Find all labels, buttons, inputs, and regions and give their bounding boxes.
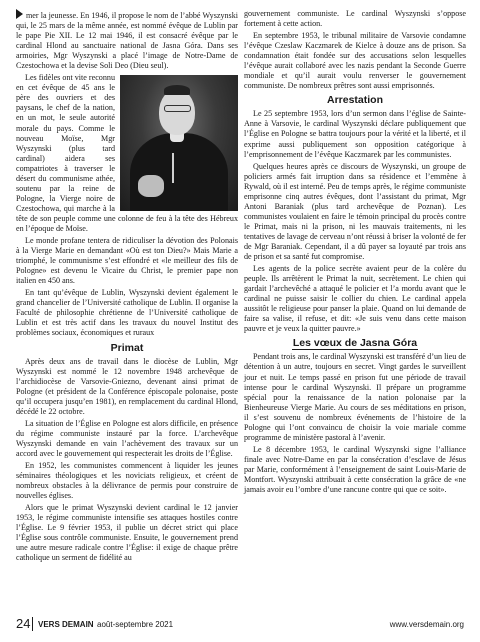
paragraph: En septembre 1953, le tribunal militaire de Varsovie condamne l’évêque Czeslaw Kaczmarek de Kielce à douze ans de prison. Sa condamnation était fondée sur des accusations selon lesquelles l’évêque aurait collaboré avec les nazis pendant la Seconde Guerre mondiale et qu’il aurait voulu renverser le gouvernement communiste. De nombreux prêtres sont aussi emprisonnés. bbox=[244, 31, 466, 91]
photo-zucchetto bbox=[164, 85, 190, 95]
paragraph: gouvernement communiste. Le cardinal Wyszynski s’oppose fortement à cette action. bbox=[244, 9, 466, 29]
paragraph: La situation de l’Église en Pologne est alors difficile, en présence du régime communiste instauré par la force. L’archevêque Wyszynski demande en vain l’achèvement des travaux sur un accord avec le gouvernement qui respecterait les droits de l’Église. bbox=[16, 418, 238, 458]
paragraph: Les fidèles ont vite reconnu en cet évêque de 45 ans le père des ouvriers et des paysans, le chef de la nation, en un mot, le seule autorité morale du pays. Comme le nouveau Moïse, Mgr Wyszynski (plus tard cardinal) aidera ses compatriotes à traverser le désert du communisme athée, soutenu par la reine de Pologne, la Vierge noire de Czestochowa, qui marche à la tête de son peuple comme une colonne de feu à la tête des Hébreux en l’époque de Moïse. bbox=[16, 73, 238, 233]
right-column bbox=[244, 9, 466, 497]
paragraph: Le 25 septembre 1953, lors d’un sermon dans l’église de Sainte-Anne à Varsovie, le cardinal Wyszynski déclare publiquement que l’Église en Pologne se battra toujours pour la vérité et la liberté, et il exprime aussi publiquement son opposition catégorique à l’emprisonnement de l’évêque Kaczmarek par les communistes. bbox=[244, 109, 466, 159]
publication-name: VERS DEMAIN bbox=[38, 620, 94, 629]
paragraph: Le monde profane tentera de ridiculiser la dévotion des Polonais à la Vierge Marie en demandant «Où est ton Dieu?» Mais Marie a triomphé, le communisme s’est effondré et «le meilleur des fils de Pologne» est devenu le Vicaire du Christ, le premier pape non italien en 450 ans. bbox=[16, 236, 238, 286]
continuation-arrow-icon bbox=[16, 9, 23, 19]
paragraph: Pendant trois ans, le cardinal Wyszynski est transféré d’un lieu de détention à un autre, toujours en secret. Vingt gardes le surveillent jour et nuit. Le temps passé en prison fut une période de travail intense pour le cardinal Wyszynski. Il prépare un programme spécial pour la renaissance de la nation polonaise par la Bienheureuse Vierge Marie. Au cours de ses méditations en prison, il s’est souvenu de nombreux événements de l’histoire de la Pologne qui l’ont convaincu de choisir la voie mariale comme programme de ministère pastoral à l’avenir. bbox=[244, 352, 466, 442]
section-heading-text: Les vœux de Jasna Góra bbox=[292, 337, 418, 350]
paragraph: Alors que le primat Wyszynski devient cardinal le 12 janvier 1953, le régime communiste intensifie ses attaques hostiles contre l’Église. Le 9 février 1953, il publie un décret strict qui place l’Église sous contrôle communiste. Ensuite, le gouvernement prend une autre mesure radicale contre l’Église: il exige de chaque prêtre catholique un serment de fidélité au bbox=[16, 503, 238, 563]
photo-head bbox=[159, 89, 195, 135]
paragraph: En 1952, les communistes commencent à liquider les jeunes séminaires théologiques et les noviciats religieux, et créent de nombreux obstacles à la délivrance de permis pour construire de nouvelles églises. bbox=[16, 460, 238, 501]
issue-date: août-septembre 2021 bbox=[97, 620, 174, 629]
section-heading-voeux bbox=[244, 337, 466, 349]
paragraph bbox=[16, 9, 238, 71]
paragraph: Quelques heures après ce discours de Wyszynski, un groupe de policiers armés fait irruption dans sa résidence et l’emmène à Rywald, où il est interné. Peu de temps après, le régime communiste emprisonne cinq autres évêques, dont l’assistant du primat, Mgr Antoni Baraniak (plus tard archevêque de Poznan). Les communistes voulaient en faire le témoin principal du procès contre le Primat, mais ni la prison, ni les mauvais traitements, ni les tentatives de lavage de cerveau n’ont réussi à briser la volonté de fer de Mgr Baraniak. Cependant, il a dû payer sa loyauté par trois ans de prison et sa santé fut compromise. bbox=[244, 161, 466, 262]
section-heading-primat: Primat bbox=[110, 341, 144, 354]
paragraph: En tant qu’évêque de Lublin, Wyszynski devient également le grand chancelier de l’Université catholique de Lublin. Il organise la Faculté de philosophie chrétienne de l’Université catholique de Lublin et est très actif dans les travaux du nouvel Institut des problèmes sociaux, économiques et ruraux bbox=[16, 288, 238, 338]
photo-glasses bbox=[164, 105, 191, 112]
paragraph: Après deux ans de travail dans le diocèse de Lublin, Mgr Wyszynski est nommé le 12 novembre 1948 archevêque de l’archidiocèse de Varsovie-Gniezno, devenant ainsi primat de Pologne (et président de la Conférence épiscopale polonaise, poste qu’il occupera jusqu’en 1981), en remplacement du cardinal Hlond, décédé le 22 octobre. bbox=[16, 356, 238, 416]
website-link[interactable]: www.versdemain.org bbox=[389, 620, 464, 629]
paragraph-text: mer la jeunesse. En 1946, il propose le nom de l’abbé Wyszynski qui, le 25 mars de la même année, est nommé évêque de Lublin par le pape Pie XII. Le 12 mai 1946, il est consacré évêque par le cardinal Hlond au sanctuaire national de Jasna Góra. Dans ses armoiries, Mgr Wyszynski a placé l’image de Notre-Dame de Czestochowa et la devise Soli Deo (Dieu seul). bbox=[16, 11, 238, 71]
footer-divider bbox=[32, 617, 33, 631]
page-number: 24 bbox=[16, 616, 31, 631]
page-footer bbox=[16, 616, 464, 634]
section-heading-arrestation: Arrestation bbox=[326, 94, 383, 107]
left-column bbox=[16, 9, 238, 565]
photo-pectoral-cross bbox=[172, 153, 182, 183]
photo-hand bbox=[138, 175, 164, 197]
cardinal-portrait-photo bbox=[120, 75, 238, 211]
paragraph: Le 8 décembre 1953, le cardinal Wyszynski signe l’alliance finale avec Notre-Dame en par la consécration d’esclave de Jésus par Marie, conformément à l’enseignement de saint Louis-Marie de Montfort. Wyszynski attribuait à cette consécration la grâce de «ne jamais avoir eu l’ombre d’une rancune contre qui que ce soit». bbox=[244, 444, 466, 495]
paragraph: Les agents de la police secrète avaient peur de la colère du peuple. Ils arrêtèrent le Primat la nuit, secrètement. Le chien qui gardait l’archevêché a attaqué le policier et l’a mordu avant que le cardinal ne puisse saisir le collier du chien. Le cardinal appela aussitôt le religieuse pour panser la plaie. Quand on lui demande de faire sa valise, il refuse, et dit: «Je suis venu dans cette maison pauvre et je veux la quitter pauvre.» bbox=[244, 264, 466, 334]
